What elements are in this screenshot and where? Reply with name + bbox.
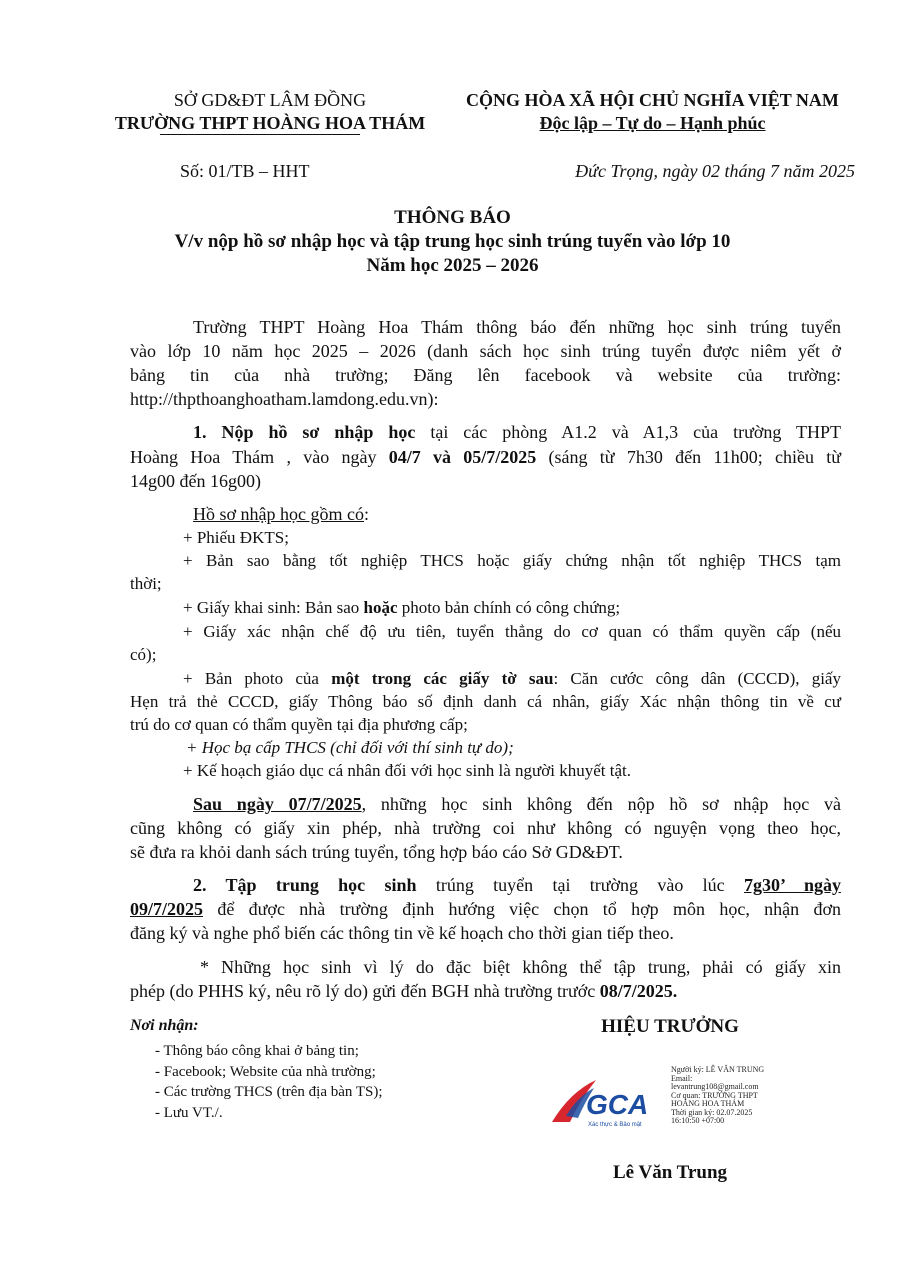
country-name: CỘNG HÒA XÃ HỘI CHỦ NGHĨA VIỆT NAM	[466, 90, 839, 110]
school-year: Năm học 2025 – 2026	[366, 255, 539, 276]
signer-title: HIỆU TRƯỞNG	[601, 1016, 739, 1037]
gca-logo-text: GCA	[586, 1089, 649, 1120]
digital-signature-info: Người ký: LÊ VĂN TRUNG Email: levantrung108@gmail.com Cơ quan: TRƯỜNG THPT HOÀNG HOA THÁM Thời gian ký: 02.07.2025 16:10:50 +07:00	[671, 1065, 765, 1125]
section1-line-1: 1. Nộp hồ sơ nhập học tại các phòng A1.2 và A1,3 của trường THPT	[193, 422, 841, 442]
intro-line-4: http://thpthoanghoatham.lamdong.edu.vn):	[130, 389, 439, 409]
deadline-line-3: sẽ đưa ra khỏi danh sách trúng tuyển, tổng hợp báo cáo Sở GD&ĐT.	[130, 842, 623, 862]
gca-logo	[548, 1070, 668, 1130]
section1-line-3: 14g00 đến 16g00)	[130, 471, 261, 491]
doc-subject: V/v nộp hồ sơ nhập học và tập trung học sinh trúng tuyển vào lớp 10	[174, 231, 731, 252]
recipient-item: - Thông báo công khai ở bảng tin;	[155, 1043, 359, 1059]
recipient-item: - Lưu VT./.	[155, 1104, 223, 1121]
agency-name: SỞ GD&ĐT LÂM ĐỒNG	[173, 90, 367, 110]
doc-item-6: + Học bạ cấp THCS (chỉ đối với thí sinh tự do);	[186, 738, 514, 757]
doc-item-1: + Phiếu ĐKTS;	[183, 528, 289, 547]
doc-item-4-line-2: có);	[130, 645, 157, 664]
doc-item-3: + Giấy khai sinh: Bản sao hoặc photo bản chính có công chứng;	[183, 598, 621, 617]
documents-heading: Hồ sơ nhập học gồm có:	[193, 504, 370, 524]
school-name-underline	[160, 134, 360, 135]
country-motto: Độc lập – Tự do – Hạnh phúc	[539, 113, 766, 133]
signer-name: Lê Văn Trung	[612, 1162, 728, 1183]
school-name: TRƯỜNG THPT HOÀNG HOA THÁM	[114, 113, 426, 133]
doc-item-4-line-1: + Giấy xác nhận chế độ ưu tiên, tuyển thẳng do cơ quan có thẩm quyền cấp (nếu	[183, 622, 841, 641]
recipients-heading: Nơi nhận:	[130, 1017, 199, 1034]
doc-number: Số: 01/TB – HHT	[180, 161, 310, 181]
intro-line-2: vào lớp 10 năm học 2025 – 2026 (danh sách học sinh trúng tuyển được niêm yết ở	[130, 341, 841, 361]
section2-line-2: 09/7/2025 để được nhà trường định hướng việc chọn tổ hợp môn học, nhận đơn	[130, 899, 841, 919]
doc-item-5-line-3: trú do cơ quan có thẩm quyền tại địa phương cấp;	[130, 715, 468, 734]
deadline-line-2: cũng không có giấy xin phép, nhà trường coi như không có nguyện vọng theo học,	[130, 818, 841, 838]
section2-line-1: 2. Tập trung học sinh trúng tuyển tại trường vào lúc 7g30’ ngày	[193, 875, 841, 895]
doc-item-2-line-1: + Bản sao bằng tốt nghiệp THCS hoặc giấy chứng nhận tốt nghiệp THCS tạm	[183, 551, 841, 570]
note-line-1: * Những học sinh vì lý do đặc biệt không thể tập trung, phải có giấy xin	[200, 957, 841, 977]
gca-logo-tagline: Xác thực & Bảo mật	[588, 1122, 642, 1128]
deadline-line-1: Sau ngày 07/7/2025, những học sinh không đến nộp hồ sơ nhập học và	[193, 794, 841, 814]
note-line-2: phép (do PHHS ký, nêu rõ lý do) gửi đến BGH nhà trường trước 08/7/2025.	[130, 981, 678, 1001]
section1-line-2: Hoàng Hoa Thám , vào ngày 04/7 và 05/7/2025 (sáng từ 7h30 đến 11h00; chiều từ	[130, 447, 841, 467]
recipients-list	[155, 1041, 383, 1123]
section2-line-3: đăng ký và nghe phổ biến các thông tin về kế hoạch cho thời gian tiếp theo.	[130, 923, 674, 943]
doc-item-2-line-2: thời;	[130, 574, 162, 593]
doc-title: THÔNG BÁO	[394, 207, 511, 228]
recipient-item: - Các trường THCS (trên địa bàn TS);	[155, 1084, 383, 1100]
doc-item-5-line-1: + Bản photo của một trong các giấy tờ sau: Căn cước công dân (CCCD), giấy	[183, 669, 841, 688]
place-date: Đức Trọng, ngày 02 tháng 7 năm 2025	[575, 161, 855, 181]
intro-line-1: Trường THPT Hoàng Hoa Thám thông báo đến những học sinh trúng tuyển	[193, 317, 841, 337]
doc-item-5-line-2: Hẹn trả thẻ CCCD, giấy Thông báo số định danh cá nhân, giấy Xác nhận thông tin về cư	[130, 692, 841, 711]
intro-line-3: bảng tin của nhà trường; Đăng lên facebook và website của trường:	[130, 365, 841, 385]
doc-item-7: + Kế hoạch giáo dục cá nhân đối với học sinh là người khuyết tật.	[183, 761, 631, 780]
recipient-item: - Facebook; Website của nhà trường;	[155, 1063, 376, 1080]
gca-logo-icon	[548, 1070, 668, 1130]
